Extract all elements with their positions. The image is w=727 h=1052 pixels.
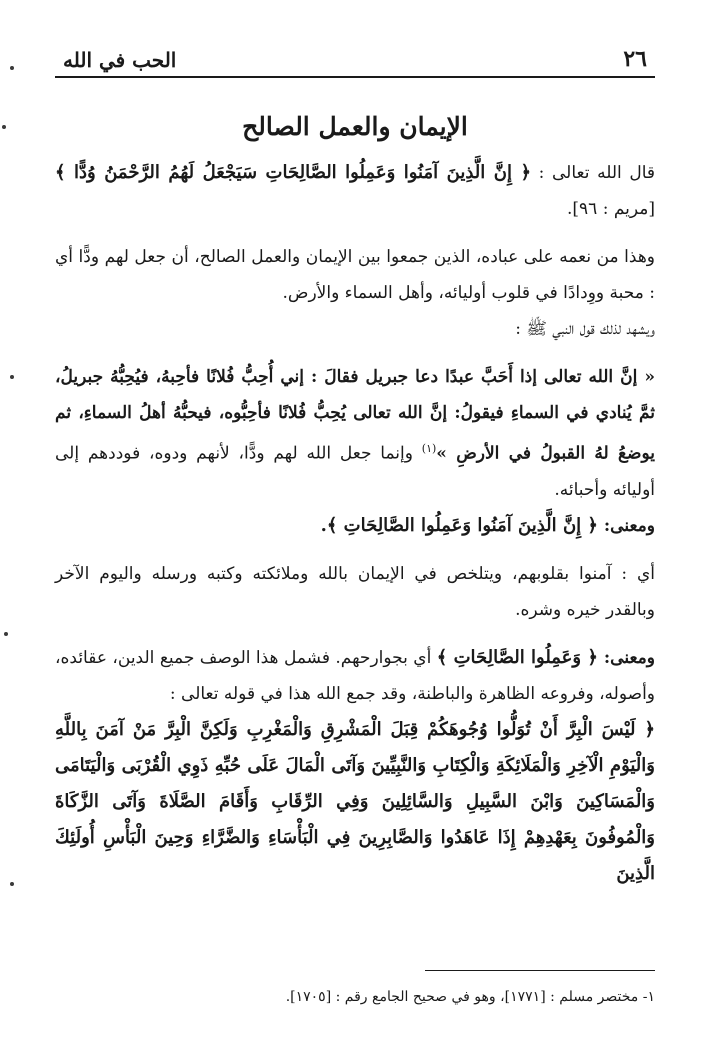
meaning-text: أي بجوارحهم. فشمل هذا الوصف جميع الدين، عقائده، وأصوله، وفروعه الظاهرة والباطنة، وقد جمع الله هذا في قوله تعالى : <box>55 647 655 704</box>
paragraph-verse-maryam <box>55 155 655 227</box>
running-title: الحب في الله <box>63 48 177 72</box>
hadith-commentary: وإنما جعل الله لهم ودًّا، لأنهم ودوه، فوددهم إلى أوليائه وأحبائه. <box>55 443 655 500</box>
paragraph-hadith-intro: ويشهد لذلك قول النبي ﷺ : <box>515 319 655 339</box>
paragraph-explanation: وهذا من نعمه على عباده، الذين جمعوا بين الإيمان والعمل الصالح، أن جعل لهم ودًّا أي : محبة ووِدادًا في قلوب أوليائه، وأهل السماء والأرض. <box>55 247 655 303</box>
footnote: ١- مختصر مسلم : [١٧٧١]، وهو في صحيح الجامع رقم : [١٧٠٥]. <box>285 989 655 1005</box>
scan-margin-mark <box>4 632 8 636</box>
paragraph-meaning-1 <box>55 508 655 544</box>
quran-verse: ﴿ وَعَمِلُوا الصَّالِحَاتِ ﴾ <box>436 646 598 668</box>
paragraph-hadith <box>55 359 655 508</box>
paragraph-meaning-2 <box>55 640 655 712</box>
scan-margin-mark <box>2 125 6 129</box>
scan-margin-mark <box>10 882 14 886</box>
page-number: ٢٦ <box>623 46 647 72</box>
page-content <box>55 40 655 1030</box>
quran-verse-birr: ﴿ لَيْسَ الْبِرَّ أَنْ تُوَلُّوا وُجُوهَكُمْ قِبَلَ الْمَشْرِقِ وَالْمَغْرِبِ وَلَكِنَّ الْبِرَّ مَنْ آمَنَ بِاللَّهِ وَالْيَوْمِ الْآخِرِ وَالْمَلَائِكَةِ وَالْكِتَابِ وَالنَّبِيِّينَ وَآتَى الْمَالَ عَلَى حُبِّهِ ذَوِي الْقُرْبَى وَالْيَتَامَى وَالْمَسَاكِينَ وَابْنَ السَّبِيلِ وَالسَّائِلِينَ وَفِي الرِّقَابِ وَأَقَامَ الصَّلَاةَ وَآتَى الزَّكَاةَ وَالْمُوفُونَ بِعَهْدِهِمْ إِذَا عَاهَدُوا وَالصَّابِرِينَ فِي الْبَأْسَاءِ وَالضَّرَّاءِ وَحِينَ الْبَأْسِ أُولَئِكَ الَّذِينَ <box>55 718 655 884</box>
hadith-text: « إنَّ الله تعالى إذا أَحَبَّ عبدًا دعا جبريل فقالَ : إني أُحِبُّ فُلانًا فأحِبهُ، فيُحِبُّهُ جبريلُ، ثمَّ يُنادي في السماءِ فيقولُ: إنَّ الله تعالى يُحِبُّ فُلانًا فأحِبُّوه، فيحبُّهُ أهلُ السماءِ، ثم يوضعُ لهُ القبولُ في الأرضِ » <box>55 367 655 464</box>
scan-margin-mark <box>10 375 14 379</box>
quran-verse: ﴿ إِنَّ الَّذِينَ آمَنُوا وَعَمِلُوا الصَّالِحَاتِ ﴾. <box>320 514 598 536</box>
footnote-divider <box>425 970 655 971</box>
scan-margin-mark <box>10 66 14 70</box>
verse-reference: [مريم : ٩٦]. <box>566 199 655 219</box>
page-header <box>55 40 655 78</box>
meaning-label: ومعنى: <box>597 647 655 668</box>
quran-verse: ﴿ إِنَّ الَّذِينَ آمَنُوا وَعَمِلُوا الصَّالِحَاتِ سَيَجْعَلُ لَهُمُ الرَّحْمَنُ وُدًّا ﴾ <box>55 162 532 183</box>
footnote-marker: (١) <box>421 442 437 455</box>
paragraph-faith: أي : آمنوا بقلوبهم، ويتلخص في الإيمان بالله وملائكته وكتبه ورسله واليوم الآخر وبالقدر خيره وشره. <box>55 563 655 620</box>
section-title: الإيمان والعمل الصالح <box>242 112 468 141</box>
verse-intro: قال الله تعالى : <box>531 163 656 183</box>
meaning-label: ومعنى: <box>597 515 655 536</box>
